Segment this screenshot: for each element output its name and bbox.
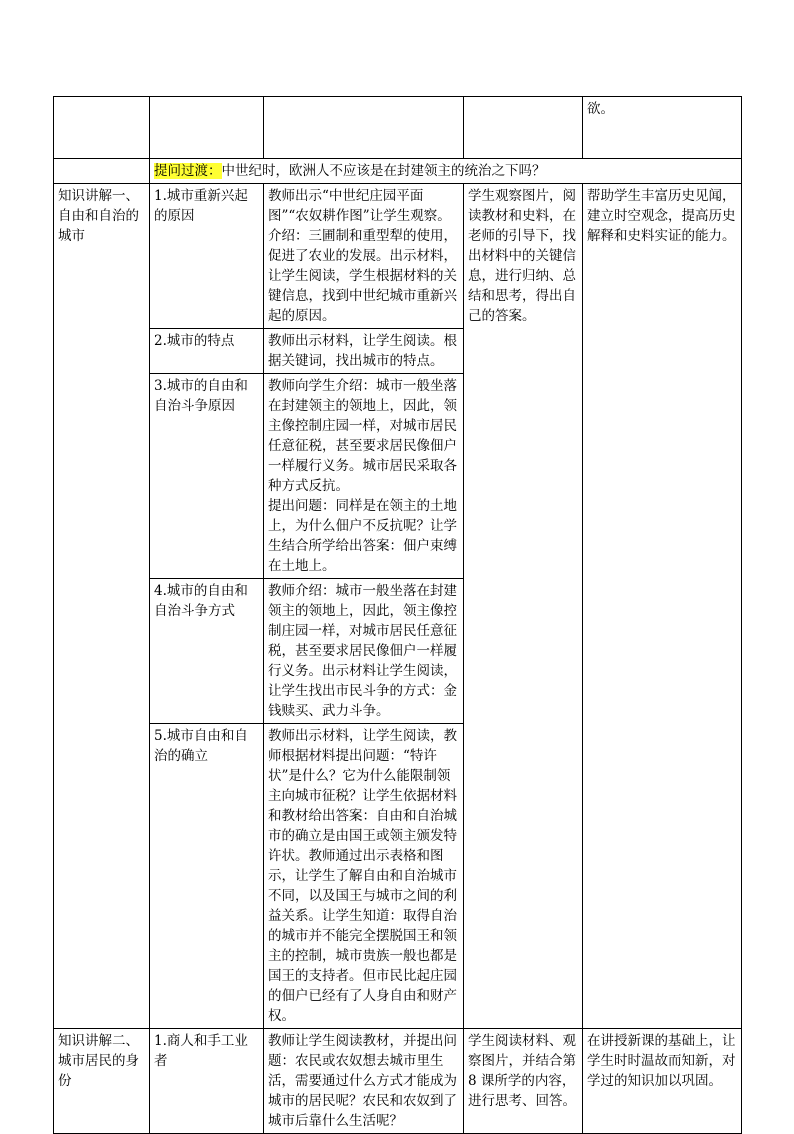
student-activity: 学生阅读材料、观察图片，并结合第 8 课所学的内容，进行思考、回答。 [464, 1029, 583, 1134]
teacher-activity: 教师让学生阅读教材，并提出问题：农民或农奴想去城市里生活，需要通过什么方式才能成为城市的居民呢？农民和农奴到了城市后靠什么生活呢？ [264, 1029, 464, 1134]
topic-cell: 4.城市的自由和自治斗争方式 [150, 579, 264, 724]
teacher-activity: 教师介绍：城市一般坐落在封建领主的领地上，因此，领主像控制庄园一样，对城市居民任意征税，甚至要求居民像佃户一样履行义务。出示材料让学生阅读，让学生找出市民斗争的方式：金钱赎买、武力斗争。 [264, 579, 464, 724]
transition-label: 提问过渡： [154, 163, 222, 179]
empty-cell [54, 159, 150, 184]
teacher-activity: 教师出示材料，让学生阅读。根据关键词，找出城市的特点。 [264, 329, 464, 374]
design-intent-cell: 欲。 [583, 97, 742, 159]
teacher-activity: 教师出示材料，让学生阅读，教师根据材料提出问题：“特许状”是什么？它为什么能限制领主向城市征税？让学生依据材料和教材给出答案：自由和自治城市的确立是由国王或领主颁发特许状。教师通过出示表格和图示，让学生了解自由和自治城市不同，以及国王与城市之间的利益关系。让学生知道：取得自治的城市并不能完全摆脱国王和领主的控制，城市贵族一般也都是国王的支持者。但市民比起庄园的佃户已经有了人身自由和财产权。 [264, 724, 464, 1029]
section-title: 知识讲解一、自由和自治的城市 [54, 184, 150, 1029]
teacher-activity-text: 教师出示“中世纪庄园平面图”“农奴耕作图”让学生观察。 [268, 188, 451, 224]
topic-cell: 1.城市重新兴起的原因 [150, 184, 264, 329]
teacher-activity-text: 提出问题：同样是在领主的土地上，为什么佃户不反抗呢？让学生结合所学给出答案：佃户束缚在土地上。 [268, 498, 457, 574]
empty-cell [54, 97, 150, 159]
empty-cell [150, 97, 264, 159]
student-activity: 学生观察图片，阅读教材和史料，在老师的引导下，找出材料中的关键信息，进行归纳、总结和思考，得出自己的答案。 [464, 184, 583, 1029]
teacher-activity-text: 教师向学生介绍：城市一般坐落在封建领主的领地上，因此，领主像控制庄园一样，对城市居民任意征税，甚至要求居民像佃户一样履行义务。城市居民采取各种方式反抗。 [268, 378, 457, 494]
table-row [54, 1029, 742, 1134]
empty-cell [264, 97, 464, 159]
table-row [54, 184, 742, 329]
design-intent-cell: 在讲授新课的基础上，让学生时时温故而知新，对学过的知识加以巩固。 [583, 1029, 742, 1134]
topic-cell: 5.城市自由和自治的确立 [150, 724, 264, 1029]
table-row [54, 159, 742, 184]
table-row [54, 97, 742, 159]
topic-cell: 2.城市的特点 [150, 329, 264, 374]
teacher-activity-text: 介绍：三圃制和重型犁的使用，促进了农业的发展。出示材料，让学生阅读，学生根据材料的关键信息，找到中世纪城市重新兴起的原因。 [268, 228, 457, 324]
section-title: 知识讲解二、城市居民的身份 [54, 1029, 150, 1134]
design-intent-cell: 帮助学生丰富历史见闻，建立时空观念，提高历史解释和史料实证的能力。 [583, 184, 742, 1029]
topic-cell: 1.商人和手工业者 [150, 1029, 264, 1134]
teacher-activity [264, 184, 464, 329]
teacher-activity [264, 374, 464, 579]
empty-cell [464, 97, 583, 159]
topic-cell: 3.城市的自由和自治斗争原因 [150, 374, 264, 579]
transition-text: 中世纪时，欧洲人不应该是在封建领主的统治之下吗？ [221, 163, 546, 179]
lesson-plan-table [53, 96, 742, 1134]
transition-question [150, 159, 742, 184]
